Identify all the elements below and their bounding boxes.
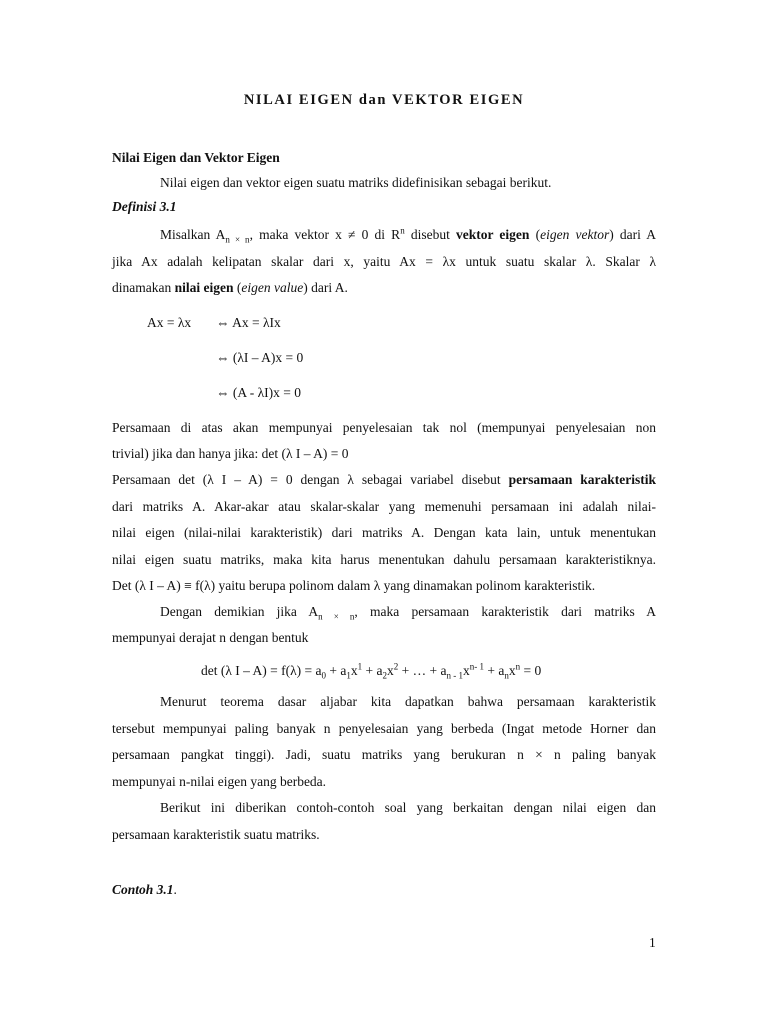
equation-3: ⇔ (A - λI)x = 0 [216, 385, 302, 400]
paragraph-5-line-2: persamaan karakteristik suatu matriks. [112, 827, 320, 842]
paragraph-3-line-1: Dengan demikian jika $A_{n \times n}$, maka persamaan karakteristik dari matriks A [160, 604, 656, 622]
intro-text: Nilai eigen dan vektor eigen suatu matriks didefinisikan sebagai berikut. [160, 175, 552, 190]
paragraph-3-line-2: mempunyai derajat n dengan bentuk [112, 630, 309, 645]
paragraph-2-line-3: nilai eigen (nilai-nilai karakteristik) dari matriks A. Dengan kata lain, untuk menentukan [112, 525, 656, 540]
page-title: NILAI EIGEN dan VEKTOR EIGEN [243, 92, 525, 108]
paragraph-4-line-4: mempunyai n-nilai eigen yang berbeda. [112, 774, 327, 789]
paragraph-4-line-1: Menurut teorema dasar aljabar kita dapatkan bahwa persamaan karakteristik [160, 694, 656, 709]
definition-line-3: dinamakan nilai eigen (eigen value) dari A. [112, 280, 348, 295]
paragraph-5-line-1: Berikut ini diberikan contoh-contoh soal yang berkaitan dengan nilai eigen dan [160, 800, 656, 815]
definition-line-2: jika Ax adalah kelipatan skalar dari x, yaitu Ax = λx untuk suatu skalar λ. Skalar λ [112, 254, 656, 269]
paragraph-2-line-2: dari matriks A. Akar-akar atau skalar-skalar yang memenuhi persamaan ini adalah nilai- [112, 499, 656, 514]
equation-2: ⇔ (λI – A)x = 0 [216, 350, 304, 365]
page-number: 1 [649, 935, 656, 950]
paragraph-2-line-5: Det (λ I – A) ≡ f(λ) yaitu berupa polinom dalam λ yang dinamakan polinom karakteristik. [112, 578, 596, 593]
paragraph-4-line-3: persamaan pangkat tinggi). Jadi, suatu matriks yang berukuran n × n paling banyak [112, 747, 656, 762]
equation-1-right: ⇔ Ax = λIx [216, 315, 281, 330]
paragraph-1-line-1: Persamaan di atas akan mempunyai penyelesaian tak nol (mempunyai penyelesaian non [112, 420, 656, 435]
example-heading: Contoh 3.1. [112, 882, 177, 897]
section-heading: Nilai Eigen dan Vektor Eigen [112, 150, 280, 165]
paragraph-2-line-4: nilai eigen suatu matriks, maka kita harus menentukan dahulu persamaan karakteristiknya. [112, 552, 656, 567]
paragraph-1-line-2: trivial) jika dan hanya jika: det (λ I – A) = 0 [112, 446, 349, 461]
definition-label: Definisi 3.1 [112, 199, 177, 214]
definition-line-1: Misalkan $A_{n \times n}$, maka vektor x ≠ 0 di $R^n$ disebut vektor eigen (eigen vektor) dari A [160, 225, 657, 245]
paragraph-2-line-1: Persamaan det (λ I – A) = 0 dengan λ sebagai variabel disebut persamaan karakteristik [112, 472, 656, 487]
equation-1-left: Ax = λx [147, 315, 192, 330]
characteristic-polynomial: det (λ $I - A) = f(\lambda) = a_0 + a_1x^1 + a_2x^2$ + … + $a_{n - 1}x^{n- 1} + a_nx^n = 0$ [201, 661, 542, 681]
paragraph-4-line-2: tersebut mempunyai paling banyak n penyelesaian yang berbeda (Ingat metode Horner dan [112, 721, 656, 736]
